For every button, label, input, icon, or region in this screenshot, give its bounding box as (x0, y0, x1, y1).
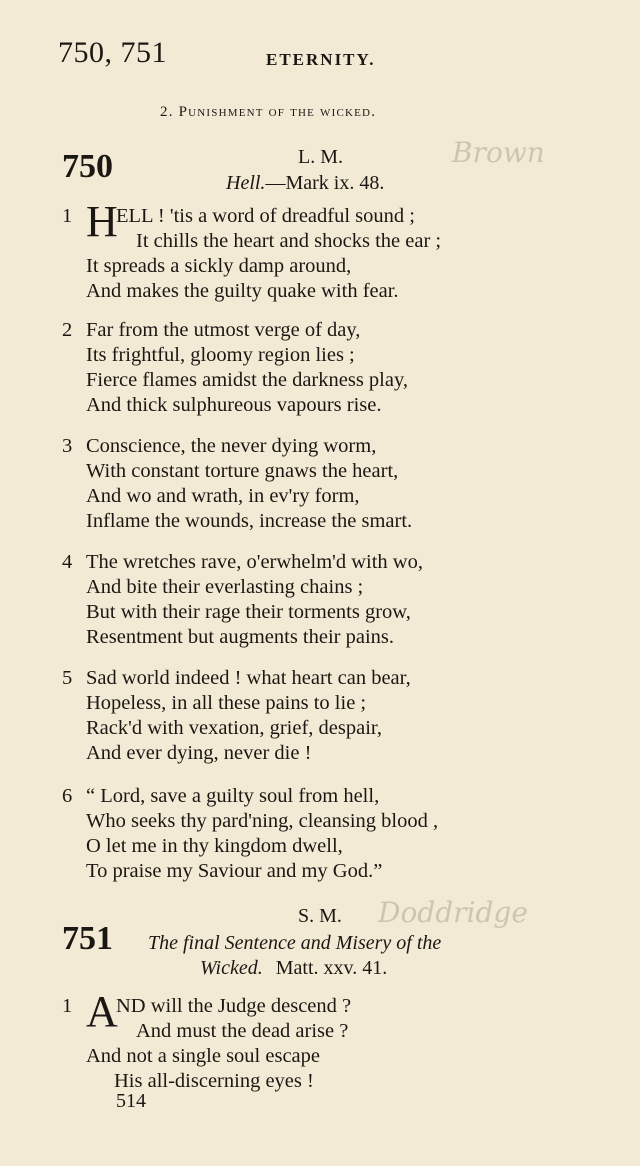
pencil-annotation-1: Brown (452, 136, 545, 169)
verse-line: To praise my Saviour and my God.” (86, 860, 383, 882)
verse (62, 987, 610, 1094)
hymn-title-text: Hell. (226, 172, 266, 194)
hymn-reference: —Mark ix. 48. (265, 172, 385, 194)
verse-line: Hopeless, in all these pains to lie ; (86, 692, 367, 714)
hymn-number: 750 (62, 148, 113, 185)
verse-number: 6 (62, 785, 73, 807)
verse-line: ELL ! 'tis a word of dreadful sound ; (116, 205, 415, 227)
verse-number: 2 (62, 319, 73, 341)
hymn-reference: Matt. xxv. 41. (275, 957, 388, 979)
hymn-number: 751 (62, 920, 113, 957)
hymn-title-continued (200, 957, 387, 980)
verse-line: And ever dying, never die ! (86, 742, 312, 764)
running-title: ETERNITY. (266, 50, 376, 69)
verse (62, 318, 610, 418)
verse-line: Resentment but augments their pains. (86, 626, 395, 648)
verse-line: It spreads a sickly damp around, (86, 255, 352, 277)
verse-line: It chills the heart and shocks the ear ; (136, 230, 442, 252)
verse-line: Its frightful, gloomy region lies ; (86, 344, 355, 366)
verse-line: His all-discerning eyes ! (114, 1070, 314, 1092)
verse-line: Sad world indeed ! what heart can bear, (86, 667, 411, 689)
page-folio: 514 (116, 1090, 146, 1112)
verse-number: 4 (62, 551, 73, 573)
verse-line: O let me in thy kingdom dwell, (86, 835, 343, 857)
verse-number: 1 (62, 205, 73, 227)
verse-line: And wo and wrath, in ev'ry form, (86, 485, 360, 507)
drop-cap: H (86, 197, 118, 246)
verse-line: And makes the guilty quake with fear. (86, 280, 399, 302)
pencil-annotation-2: Doddridge (378, 896, 528, 929)
hymn-title (226, 172, 384, 195)
verse-line: And bite their everlasting chains ; (86, 576, 364, 598)
verse-line: Rack'd with vexation, grief, despair, (86, 717, 383, 739)
hymn-title-text: The final Sentence and Misery of the (148, 932, 442, 954)
hymn-meter: L. M. (298, 146, 343, 168)
verse-number: 1 (62, 995, 73, 1017)
verse-line: Far from the utmost verge of day, (86, 319, 361, 341)
hymn-title-text-2: Wicked. (200, 957, 263, 979)
verse-line: “ Lord, save a guilty soul from hell, (86, 785, 380, 807)
verse-line: And thick sulphureous vapours rise. (86, 394, 382, 416)
verse-number: 3 (62, 435, 73, 457)
verse-line: Inflame the wounds, increase the smart. (86, 510, 413, 532)
page-header (58, 36, 600, 76)
verse (62, 784, 610, 884)
verse-line: But with their rage their torments grow, (86, 601, 411, 623)
section-heading: 2. Punishment of the wicked. (160, 104, 377, 120)
hymn-title (148, 932, 441, 955)
verse (62, 197, 610, 304)
page-numbers: 750, 751 (58, 36, 167, 69)
verse-line: Conscience, the never dying worm, (86, 435, 377, 457)
verse-line: And must the dead arise ? (136, 1020, 349, 1042)
verse (62, 550, 610, 650)
verse-line: And not a single soul escape (86, 1045, 320, 1067)
drop-cap: A (86, 987, 118, 1036)
verse-line: With constant torture gnaws the heart, (86, 460, 399, 482)
verse-number: 5 (62, 667, 73, 689)
verse-line: ND will the Judge descend ? (116, 995, 352, 1017)
verse-line: Fierce flames amidst the darkness play, (86, 369, 409, 391)
verse (62, 666, 610, 766)
hymn-meter: S. M. (298, 905, 342, 927)
verse (62, 434, 610, 534)
verse-line: The wretches rave, o'erwhelm'd with wo, (86, 551, 423, 573)
verse-line: Who seeks thy pard'ning, cleansing blood , (86, 810, 439, 832)
